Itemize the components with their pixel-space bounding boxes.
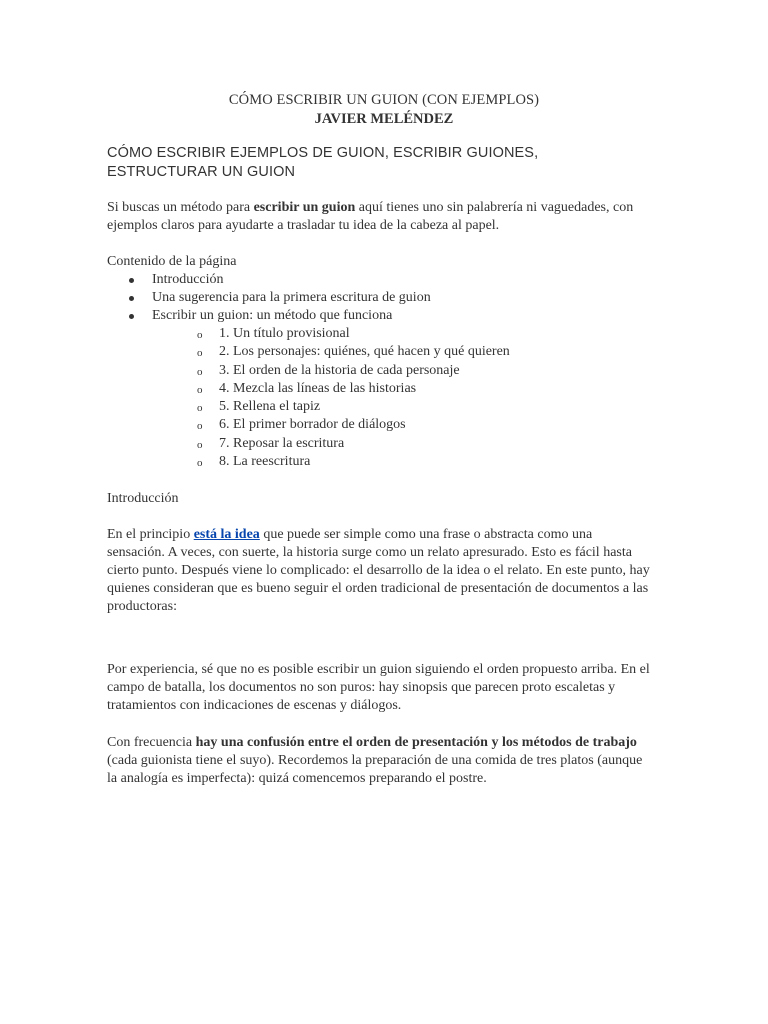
intro-text-before: Si buscas un método para	[107, 200, 254, 215]
toc-subitem[interactable]	[197, 343, 510, 361]
circle-bullet-icon: o	[197, 457, 203, 470]
circle-bullet-icon: o	[197, 438, 203, 451]
intro-text-after: aquí tienes uno sin palabrería ni vaguedades, con ejemplos claros para ayudarte a trasladar tu idea de la cabeza al papel.	[107, 200, 634, 233]
intro-paragraph	[107, 199, 652, 235]
document-title: CÓMO ESCRIBIR UN GUION (CON EJEMPLOS)	[228, 92, 540, 108]
toc-subitem-label: 3. El orden de la historia de cada personaje	[219, 362, 460, 378]
toc-subitem-label: 5. Rellena el tapiz	[219, 399, 321, 415]
toc-item[interactable]	[107, 271, 431, 289]
toc-title: Contenido de la página	[107, 254, 237, 269]
toc-subitem[interactable]	[197, 325, 510, 343]
toc-subitem-label: 2. Los personajes: quiénes, qué hacen y qué quieren	[219, 344, 510, 360]
toc-subitem-label: 6. El primer borrador de diálogos	[219, 417, 406, 433]
toc-item[interactable]	[107, 289, 431, 307]
circle-bullet-icon: o	[197, 365, 203, 378]
toc-subitem[interactable]	[197, 416, 510, 434]
toc-subitem[interactable]	[197, 362, 510, 380]
circle-bullet-icon: o	[197, 420, 203, 433]
circle-bullet-icon: o	[197, 402, 203, 415]
para3-text-bold: hay una confusión entre el orden de presentación y los métodos de trabajo	[195, 735, 637, 750]
circle-bullet-icon: o	[197, 383, 203, 396]
section-heading-introduccion: Introducción	[107, 491, 179, 506]
intro-text-bold: escribir un guion	[253, 200, 356, 215]
para1-text-after: que puede ser simple como una frase o abstracta como una sensación. A veces, con suerte, la historia surge como un relato apresurado. Esto es fácil hasta cierto punto. Después viene lo complicado: el desarrollo de la idea o el relato. En este punto, hay quienes consideran que es bueno seguir el orden tradicional de presentación de documentos a las productoras:	[107, 527, 650, 614]
toc-subitem[interactable]	[197, 435, 510, 453]
toc-subitem[interactable]	[197, 398, 510, 416]
bullet-icon	[129, 278, 134, 283]
bullet-icon	[129, 314, 134, 319]
toc-item[interactable]	[107, 307, 431, 325]
paragraph-experiencia: Por experiencia, sé que no es posible escribir un guion siguiendo el orden propuesto arriba. En el campo de batalla, los documentos no son puros: hay sinopsis que parecen proto escaletas y tratamientos con indicaciones de escenas y diálogos.	[107, 662, 650, 713]
toc-item-label: Escribir un guion: un método que funciona	[152, 308, 393, 323]
para3-text-after: (cada guionista tiene el suyo). Recordemos la preparación de una comida de tres platos (aunque la analogía es imperfecta): quizá comencemos preparando el postre.	[107, 753, 643, 786]
bullet-icon	[129, 296, 134, 301]
toc-subitem-label: 4. Mezcla las líneas de las historias	[219, 380, 417, 396]
circle-bullet-icon: o	[197, 347, 203, 360]
toc-subitem[interactable]	[197, 453, 510, 471]
para3-text-before: Con frecuencia	[107, 735, 196, 750]
toc-item-label: Una sugerencia para la primera escritura de guion	[152, 290, 431, 305]
idea-link[interactable]: está la idea	[193, 527, 260, 542]
toc-subitem-label: 1. Un título provisional	[219, 326, 350, 341]
paragraph-frecuencia	[107, 734, 652, 788]
para1-text-before: En el principio	[107, 527, 194, 542]
document-subtitle: CÓMO ESCRIBIR EJEMPLOS DE GUION, ESCRIBIR GUIONES, ESTRUCTURAR UN GUION	[107, 145, 539, 180]
circle-bullet-icon: o	[197, 329, 203, 341]
toc-sublist	[197, 325, 510, 471]
title-block	[0, 91, 768, 129]
document-author: JAVIER MELÉNDEZ	[314, 111, 454, 127]
toc-subitem-label: 8. La reescritura	[219, 454, 311, 470]
toc-item-label: Introducción	[152, 272, 224, 287]
paragraph-idea	[107, 526, 652, 616]
toc-subitem[interactable]	[197, 380, 510, 398]
toc-subitem-label: 7. Reposar la escritura	[219, 435, 345, 451]
toc-list	[107, 271, 431, 325]
